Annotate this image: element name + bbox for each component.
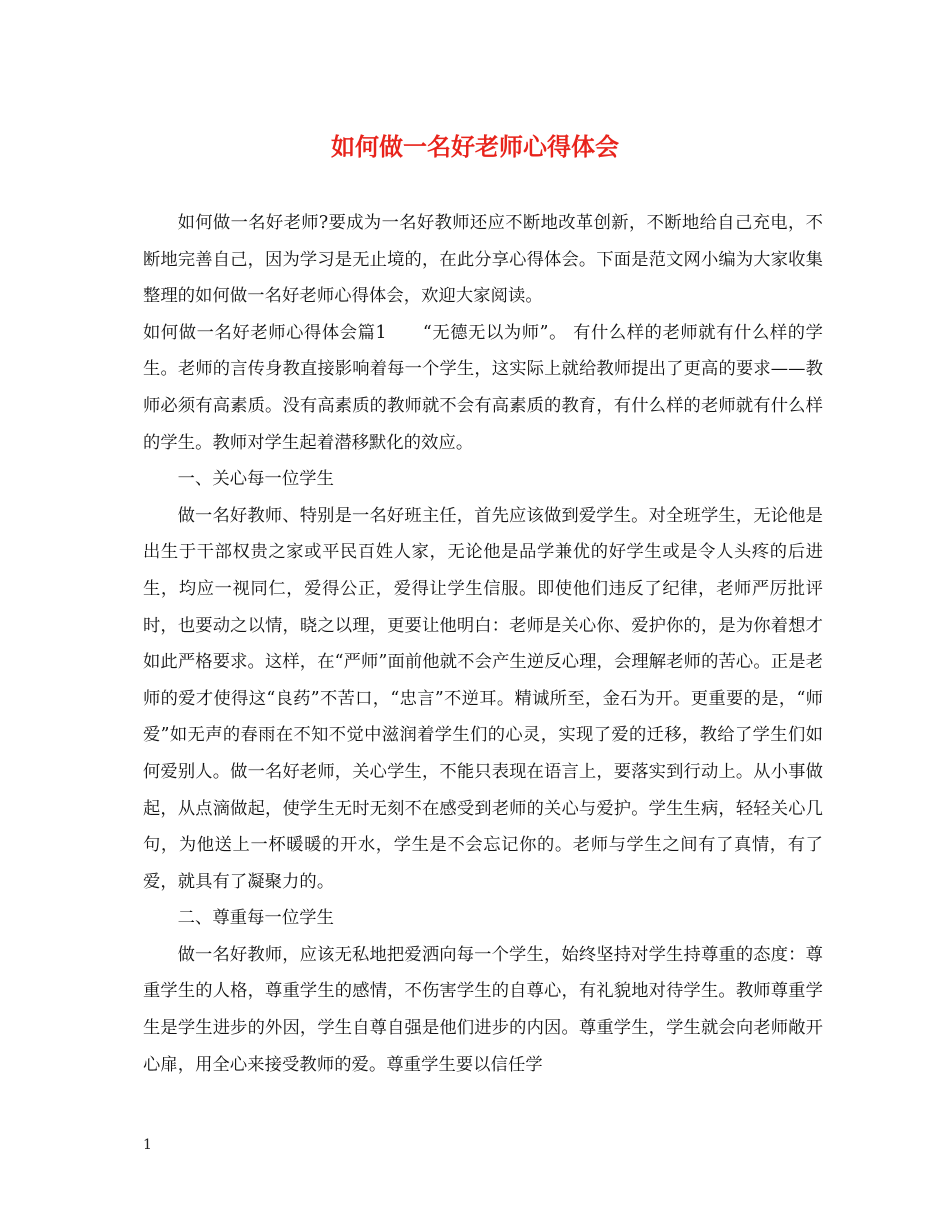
paragraph-respect: 做一名好教师，应该无私地把爱洒向每一个学生，始终坚持对学生持尊重的态度：尊重学生的人格，尊重学生的感情，不伤害学生的自尊心，有礼貌地对待学生。教师尊重学生是学生进步的外因，学生自尊自强是他们进步的内因。尊重学生，学生就会向老师敞开心扉，用全心来接受教师的爱。尊重学生要以信任学 bbox=[143, 944, 823, 1075]
section-heading-care: 一、关心每一位学生 bbox=[177, 469, 335, 490]
page-number: 1 bbox=[143, 1137, 152, 1153]
paragraph-intro: 如何做一名好老师?要成为一名好教师还应不断地改革创新，不断地给自己充电，不断地完善自己，因为学习是无止境的，在此分享心得体会。下面是范文网小编为大家收集整理的如何做一名好老师心得体会，欢迎大家阅读。 bbox=[143, 213, 823, 307]
paragraph-part-1: 如何做一名好老师心得体会篇1 “无德无以为师”。 有什么样的老师就有什么样的学生。老师的言传身教直接影响着每一个学生，这实际上就给教师提出了更高的要求——教师必须有高素质。没有高素质的教师就不会有高素质的教育，有什么样的老师就有什么样的学生。教师对学生起着潜移默化的效应。 bbox=[143, 322, 823, 453]
document-body bbox=[143, 205, 823, 1083]
page-title: 如何做一名好老师心得体会 bbox=[331, 132, 619, 161]
paragraph-care: 做一名好教师、特别是一名好班主任，首先应该做到爱学生。对全班学生，无论他是出生于干部权贵之家或平民百姓人家，无论他是品学兼优的好学生或是令人头疼的后进生，均应一视同仁，爱得公正，爱得让学生信服。即使他们违反了纪律，老师严厉批评时，也要动之以情，晓之以理，更要让他明白：老师是关心你、爱护你的，是为你着想才如此严格要求。这样，在“严师”面前他就不会产生逆反心理，会理解老师的苦心。正是老师的爱才使得这“良药”不苦口，“忠言”不逆耳。精诚所至，金石为开。更重要的是，“师爱”如无声的春雨在不知不觉中滋润着学生们的心灵，实现了爱的迁移，教给了学生们如何爱别人。做一名好老师，关心学生，不能只表现在语言上，要落实到行动上。从小事做起，从点滴做起，使学生无时无刻不在感受到老师的关心与爱护。学生生病，轻轻关心几句，为他送上一杯暖暖的开水，学生是不会忘记你的。老师与学生之间有了真情，有了爱，就具有了凝聚力的。 bbox=[143, 505, 823, 892]
section-heading-respect: 二、尊重每一位学生 bbox=[177, 908, 335, 929]
